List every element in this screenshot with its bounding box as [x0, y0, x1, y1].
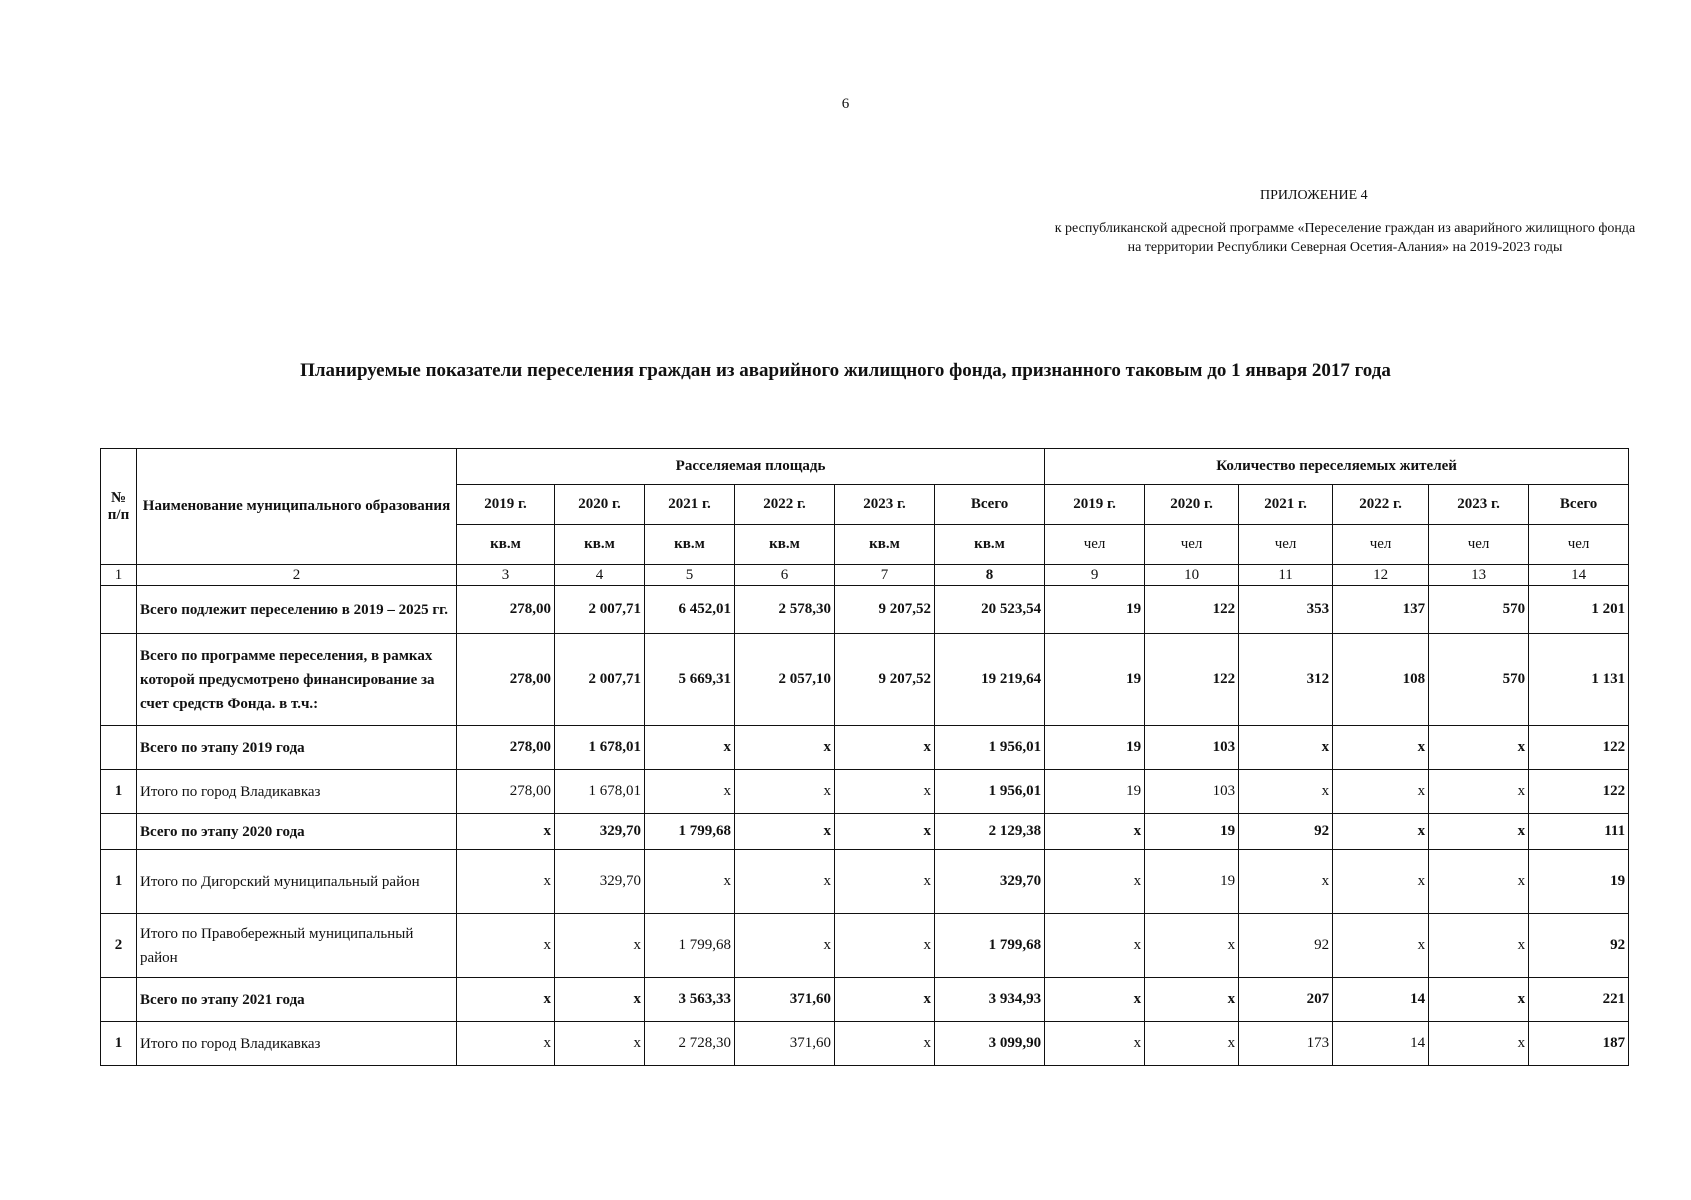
table-body — [101, 586, 1629, 1066]
people-cell: 19 — [1045, 634, 1145, 726]
people-cell: 187 — [1529, 1022, 1629, 1066]
people-cell: 19 — [1145, 814, 1239, 850]
people-cell: x — [1045, 814, 1145, 850]
header-unit: кв.м — [555, 525, 645, 565]
column-number: 2 — [137, 565, 457, 586]
area-cell: x — [645, 850, 735, 914]
people-cell: 312 — [1239, 634, 1333, 726]
people-cell: x — [1429, 914, 1529, 978]
header-area-group: Расселяемая площадь — [457, 449, 1045, 485]
people-cell: x — [1429, 1022, 1529, 1066]
header-unit: чел — [1145, 525, 1239, 565]
header-year: Всего — [935, 485, 1045, 525]
row-number — [101, 726, 137, 770]
people-cell: 92 — [1529, 914, 1629, 978]
row-name: Всего по этапу 2020 года — [137, 814, 457, 850]
area-cell: x — [555, 914, 645, 978]
area-cell: x — [835, 850, 935, 914]
table-row — [101, 586, 1629, 634]
row-number — [101, 586, 137, 634]
people-cell: x — [1239, 726, 1333, 770]
column-number: 9 — [1045, 565, 1145, 586]
people-cell: 122 — [1529, 770, 1629, 814]
area-cell: 3 563,33 — [645, 978, 735, 1022]
area-cell: x — [735, 770, 835, 814]
column-number: 11 — [1239, 565, 1333, 586]
header-name: Наименование муниципального образования — [137, 449, 457, 565]
header-unit: чел — [1529, 525, 1629, 565]
area-cell: 371,60 — [735, 978, 835, 1022]
area-cell: 1 799,68 — [645, 814, 735, 850]
column-number: 13 — [1429, 565, 1529, 586]
area-cell: 329,70 — [555, 850, 645, 914]
table-row — [101, 814, 1629, 850]
people-cell: 173 — [1239, 1022, 1333, 1066]
people-cell: 92 — [1239, 914, 1333, 978]
people-cell: 137 — [1333, 586, 1429, 634]
people-cell: x — [1333, 726, 1429, 770]
people-cell: x — [1145, 1022, 1239, 1066]
area-cell: x — [457, 914, 555, 978]
people-cell: 103 — [1145, 726, 1239, 770]
people-cell: 122 — [1145, 634, 1239, 726]
row-name: Итого по город Владикавказ — [137, 770, 457, 814]
area-cell: x — [835, 914, 935, 978]
people-cell: x — [1429, 770, 1529, 814]
area-cell: 278,00 — [457, 634, 555, 726]
row-number: 1 — [101, 1022, 137, 1066]
area-cell: x — [457, 1022, 555, 1066]
people-cell: 19 — [1045, 770, 1145, 814]
table-row — [101, 726, 1629, 770]
people-cell: 122 — [1145, 586, 1239, 634]
area-cell: x — [735, 814, 835, 850]
people-cell: x — [1333, 850, 1429, 914]
header-year: 2023 г. — [835, 485, 935, 525]
header-unit: чел — [1333, 525, 1429, 565]
document-title: Планируемые показатели переселения граждан из аварийного жилищного фонда, признанного таковым до 1 января 2017 года — [300, 360, 1391, 381]
row-number — [101, 978, 137, 1022]
header-unit: кв.м — [645, 525, 735, 565]
resettlement-table — [100, 448, 1629, 1066]
header-people-group: Количество переселяемых жителей — [1045, 449, 1629, 485]
header-year: 2019 г. — [457, 485, 555, 525]
area-cell: 278,00 — [457, 770, 555, 814]
area-cell: 2 007,71 — [555, 634, 645, 726]
area-cell: 329,70 — [935, 850, 1045, 914]
area-cell: 1 678,01 — [555, 726, 645, 770]
page-number: 6 — [841, 96, 850, 112]
people-cell: 19 — [1045, 586, 1145, 634]
area-cell: x — [457, 814, 555, 850]
people-cell: 207 — [1239, 978, 1333, 1022]
area-cell: 329,70 — [555, 814, 645, 850]
header-unit: кв.м — [835, 525, 935, 565]
header-no: № п/п — [101, 449, 137, 565]
row-number — [101, 814, 137, 850]
table-row — [101, 850, 1629, 914]
people-cell: 14 — [1333, 978, 1429, 1022]
table-row — [101, 770, 1629, 814]
header-unit: кв.м — [935, 525, 1045, 565]
area-cell: x — [457, 978, 555, 1022]
people-cell: x — [1045, 1022, 1145, 1066]
area-cell: x — [645, 726, 735, 770]
column-number: 3 — [457, 565, 555, 586]
people-cell: x — [1239, 770, 1333, 814]
header-unit: чел — [1239, 525, 1333, 565]
column-number: 10 — [1145, 565, 1239, 586]
people-cell: 122 — [1529, 726, 1629, 770]
area-cell: 20 523,54 — [935, 586, 1045, 634]
area-cell: 1 799,68 — [645, 914, 735, 978]
area-cell: x — [645, 770, 735, 814]
row-number — [101, 634, 137, 726]
area-cell: 2 728,30 — [645, 1022, 735, 1066]
people-cell: 570 — [1429, 634, 1529, 726]
area-cell: 1 956,01 — [935, 770, 1045, 814]
people-cell: x — [1429, 814, 1529, 850]
area-cell: x — [735, 914, 835, 978]
area-cell: 3 934,93 — [935, 978, 1045, 1022]
people-cell: x — [1145, 978, 1239, 1022]
area-cell: 19 219,64 — [935, 634, 1045, 726]
area-cell: 2 578,30 — [735, 586, 835, 634]
people-cell: 1 201 — [1529, 586, 1629, 634]
area-cell: 1 799,68 — [935, 914, 1045, 978]
area-cell: 9 207,52 — [835, 634, 935, 726]
people-cell: x — [1239, 850, 1333, 914]
area-cell: x — [835, 1022, 935, 1066]
column-number: 6 — [735, 565, 835, 586]
area-cell: 2 057,10 — [735, 634, 835, 726]
header-year: Всего — [1529, 485, 1629, 525]
table-row — [101, 1022, 1629, 1066]
people-cell: 19 — [1529, 850, 1629, 914]
table-row — [101, 634, 1629, 726]
people-cell: x — [1333, 914, 1429, 978]
people-cell: 14 — [1333, 1022, 1429, 1066]
area-cell: 371,60 — [735, 1022, 835, 1066]
area-cell: 2 007,71 — [555, 586, 645, 634]
area-cell: 9 207,52 — [835, 586, 935, 634]
row-number: 2 — [101, 914, 137, 978]
area-cell: x — [835, 770, 935, 814]
people-cell: x — [1045, 914, 1145, 978]
area-cell: 3 099,90 — [935, 1022, 1045, 1066]
area-cell: x — [735, 726, 835, 770]
area-cell: 1 678,01 — [555, 770, 645, 814]
column-number: 12 — [1333, 565, 1429, 586]
area-cell: 5 669,31 — [645, 634, 735, 726]
header-year: 2019 г. — [1045, 485, 1145, 525]
people-cell: x — [1045, 850, 1145, 914]
area-cell: x — [835, 978, 935, 1022]
header-unit: кв.м — [735, 525, 835, 565]
people-cell: 103 — [1145, 770, 1239, 814]
people-cell: x — [1045, 978, 1145, 1022]
header-unit: чел — [1045, 525, 1145, 565]
area-cell: x — [457, 850, 555, 914]
table-row — [101, 914, 1629, 978]
row-name: Всего по этапу 2021 года — [137, 978, 457, 1022]
area-cell: 2 129,38 — [935, 814, 1045, 850]
row-name: Всего по программе переселения, в рамках которой предусмотрено финансирование за счет средств Фонда. в т.ч.: — [137, 634, 457, 726]
people-cell: 1 131 — [1529, 634, 1629, 726]
column-number: 7 — [835, 565, 935, 586]
column-number: 4 — [555, 565, 645, 586]
row-name: Всего подлежит переселению в 2019 – 2025 гг. — [137, 586, 457, 634]
row-name: Итого по город Владикавказ — [137, 1022, 457, 1066]
people-cell: x — [1333, 770, 1429, 814]
row-number: 1 — [101, 850, 137, 914]
header-year: 2022 г. — [735, 485, 835, 525]
header-year: 2023 г. — [1429, 485, 1529, 525]
people-cell: 221 — [1529, 978, 1629, 1022]
area-cell: 278,00 — [457, 726, 555, 770]
area-cell: x — [555, 1022, 645, 1066]
header-year: 2021 г. — [645, 485, 735, 525]
row-number: 1 — [101, 770, 137, 814]
header-unit: чел — [1429, 525, 1529, 565]
table-row — [101, 978, 1629, 1022]
column-number: 1 — [101, 565, 137, 586]
people-cell: 19 — [1045, 726, 1145, 770]
appendix-title: ПРИЛОЖЕНИЕ 4 — [1260, 188, 1368, 203]
people-cell: x — [1333, 814, 1429, 850]
header-year: 2020 г. — [1145, 485, 1239, 525]
area-cell: 6 452,01 — [645, 586, 735, 634]
area-cell: 278,00 — [457, 586, 555, 634]
area-cell: x — [735, 850, 835, 914]
column-numbers-row — [101, 565, 1629, 586]
area-cell: x — [835, 814, 935, 850]
area-cell: 1 956,01 — [935, 726, 1045, 770]
column-number: 8 — [935, 565, 1045, 586]
column-number: 14 — [1529, 565, 1629, 586]
header-unit: кв.м — [457, 525, 555, 565]
header-year: 2022 г. — [1333, 485, 1429, 525]
people-cell: 19 — [1145, 850, 1239, 914]
people-cell: x — [1429, 726, 1529, 770]
column-number: 5 — [645, 565, 735, 586]
people-cell: 92 — [1239, 814, 1333, 850]
row-name: Итого по Правобережный муниципальный район — [137, 914, 457, 978]
row-name: Всего по этапу 2019 года — [137, 726, 457, 770]
row-name: Итого по Дигорский муниципальный район — [137, 850, 457, 914]
area-cell: x — [835, 726, 935, 770]
people-cell: x — [1429, 978, 1529, 1022]
people-cell: x — [1145, 914, 1239, 978]
people-cell: 570 — [1429, 586, 1529, 634]
area-cell: x — [555, 978, 645, 1022]
header-year: 2021 г. — [1239, 485, 1333, 525]
header-year: 2020 г. — [555, 485, 645, 525]
people-cell: 108 — [1333, 634, 1429, 726]
people-cell: 353 — [1239, 586, 1333, 634]
people-cell: 111 — [1529, 814, 1629, 850]
appendix-subtitle: к республиканской адресной программе «Переселение граждан из аварийного жилищного фонда на территории Республики Северная Осетия-Алания» на 2019-2023 годы — [1054, 221, 1636, 255]
people-cell: x — [1429, 850, 1529, 914]
